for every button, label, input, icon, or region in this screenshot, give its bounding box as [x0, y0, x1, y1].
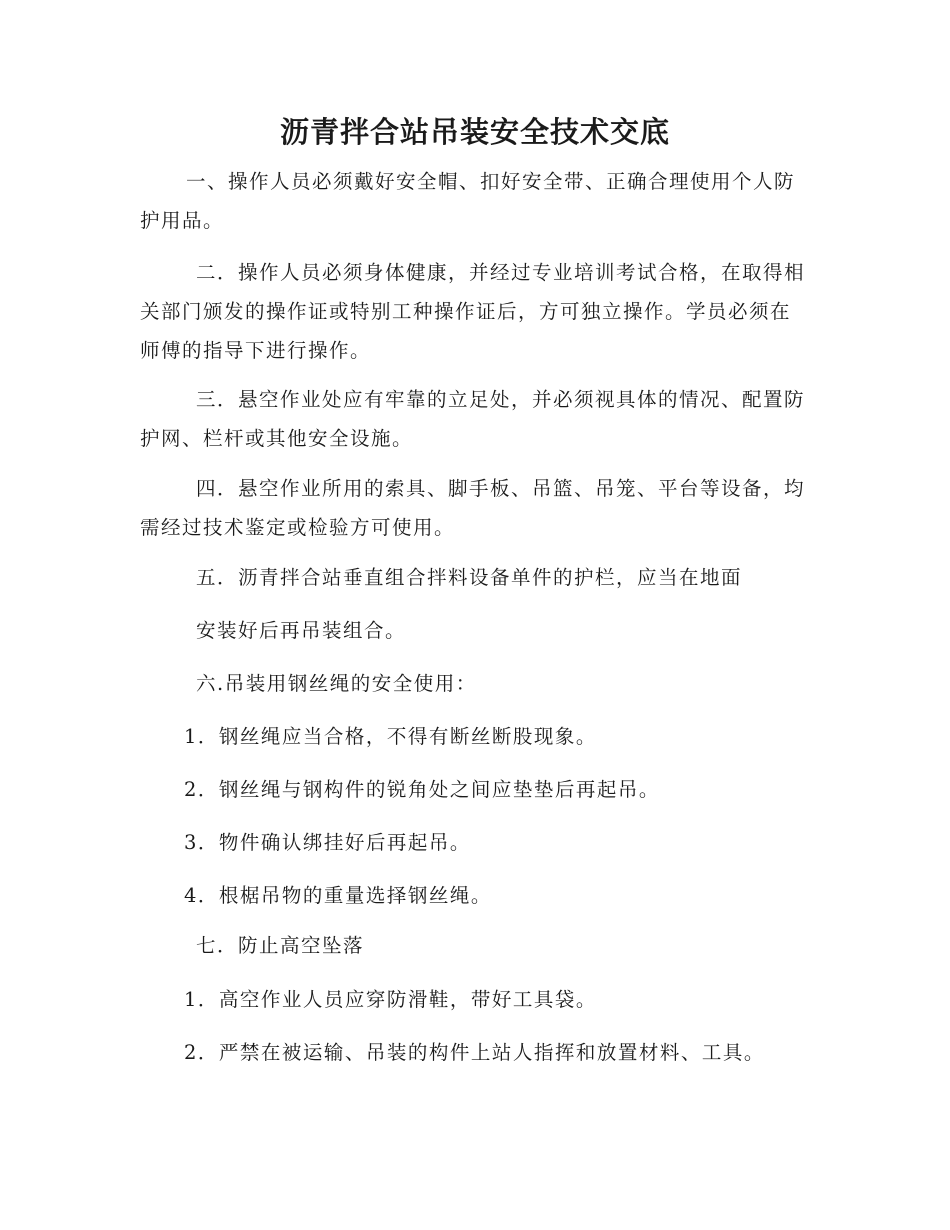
list-item: 4．根椐吊物的重量选择钢丝绳。 [184, 884, 492, 907]
list-item: 3．物件确认绑挂好后再起吊。 [184, 831, 471, 854]
paragraph-2: 二．操作人员必须身体健康，并经过专业培训考试合格，在取得相关部门颁发的操作证或特别工种操作证后，方可独立操作。学员必须在师傅的指导下进行操作。 [140, 261, 806, 362]
section-7-heading: 七．防止高空坠落 [196, 934, 365, 957]
paragraph-5-line-2: 安装好后再吊装组合。 [196, 619, 407, 642]
document-title: 沥青拌合站吊装安全技术交底 [279, 115, 670, 149]
paragraph-5-line-1: 五．沥青拌合站垂直组合拌料设备单件的护栏，应当在地面 [196, 566, 743, 589]
section-6-heading: 六.吊装用钢丝绳的安全使用： [196, 672, 477, 695]
list-item: 2．钢丝绳与钢构件的锐角处之间应垫垫后再起吊。 [184, 778, 660, 801]
list-item: 2．严禁在被运输、吊装的构件上站人指挥和放置材料、工具。 [184, 1041, 765, 1064]
list-item: 1．高空作业人员应穿防滑鞋，带好工具袋。 [184, 988, 597, 1011]
list-item: 1．钢丝绳应当合格，不得有断丝断股现象。 [184, 725, 597, 748]
paragraph-1: 一、操作人员必须戴好安全帽、扣好安全带、正确合理使用个人防护用品。 [140, 170, 796, 232]
paragraph-3: 三．悬空作业处应有牢靠的立足处，并必须视具体的情况、配置防护网、栏杆或其他安全设施。 [140, 388, 806, 450]
paragraph-4: 四．悬空作业所用的索具、脚手板、吊篮、吊笼、平台等设备，均需经过技术鉴定或检验方可使用。 [140, 477, 806, 539]
